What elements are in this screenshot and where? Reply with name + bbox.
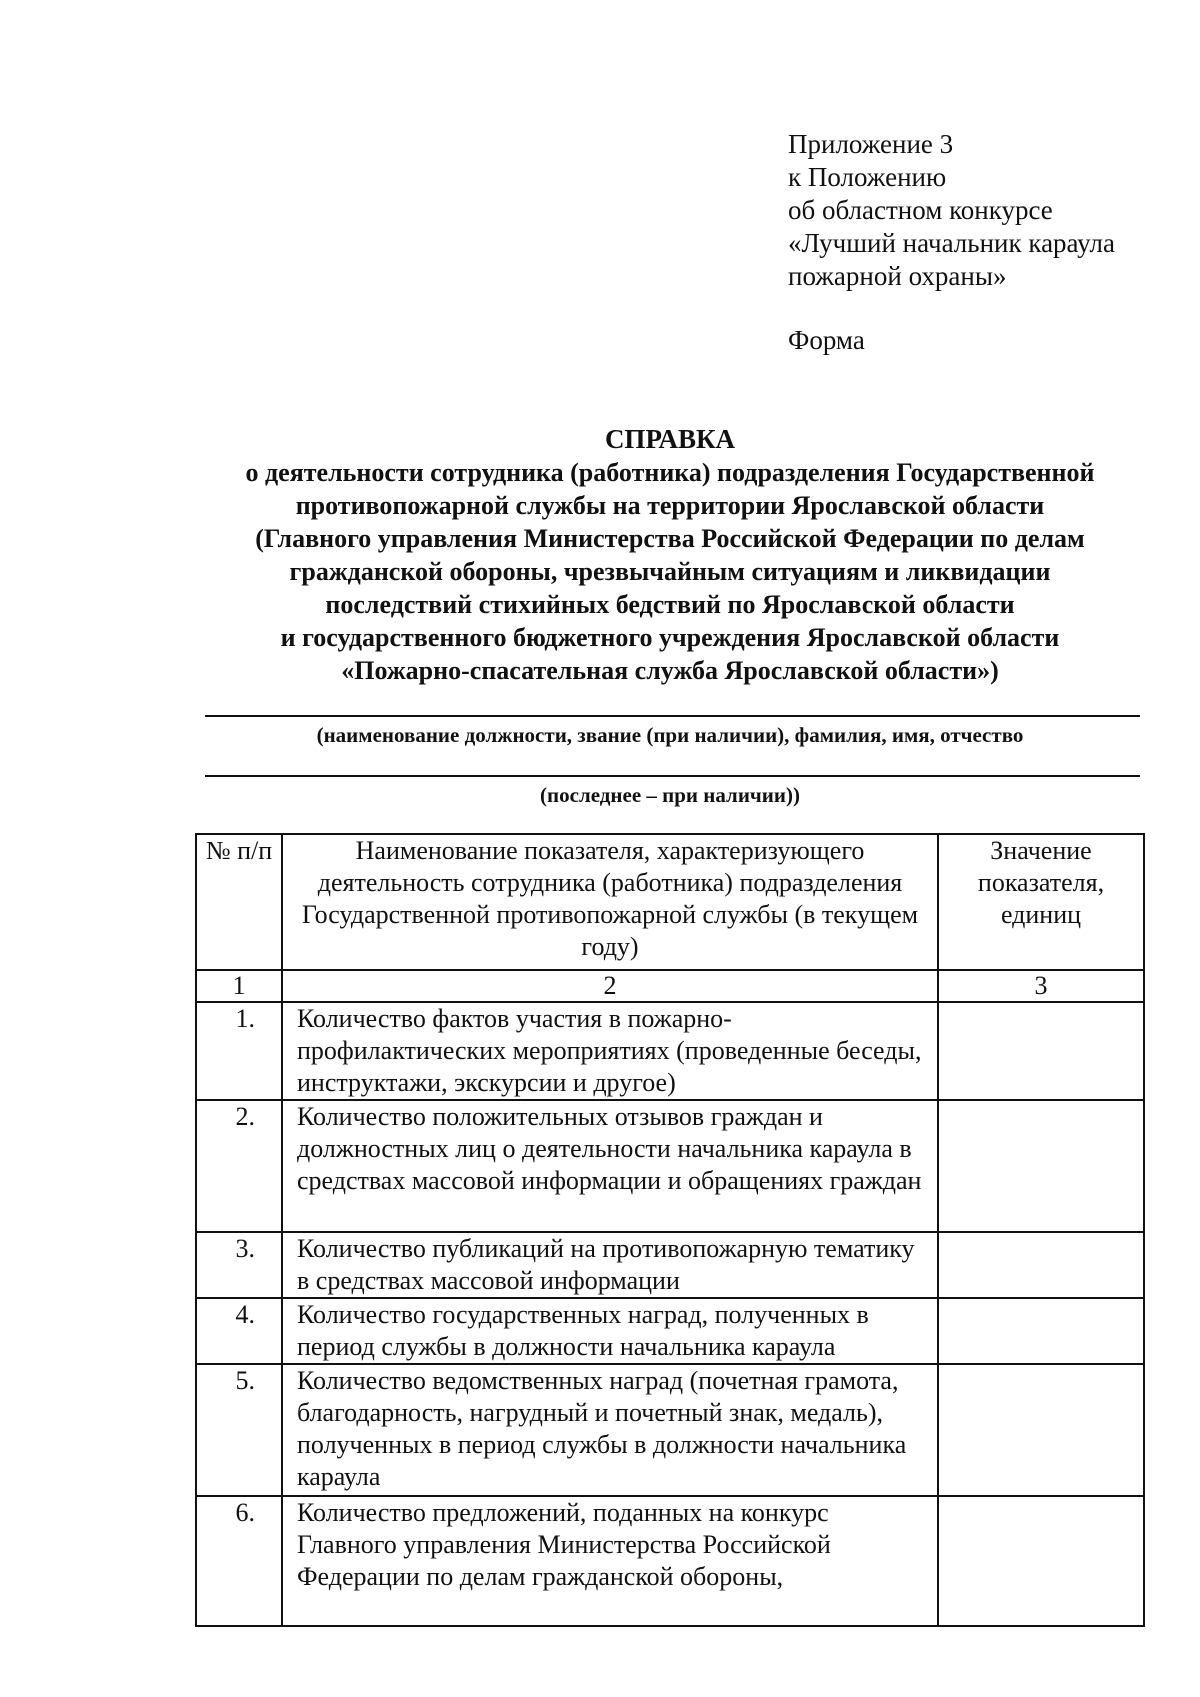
fill-in-line-1[interactable]: [205, 715, 1140, 717]
title-line: «Пожарно-спасательная служба Ярославской области»): [341, 656, 999, 685]
document-title: [190, 423, 1150, 687]
row-value-cell[interactable]: [938, 1232, 1144, 1298]
table-row: [196, 1298, 1144, 1364]
row-number: 2.: [196, 1100, 282, 1232]
row-indicator: Количество предложений, поданных на конкурс Главного управления Министерства Российской Федерации по делам гражданской обороны,: [282, 1496, 938, 1626]
table-header-row: [196, 834, 1144, 970]
appendix-line: об областном конкурсе: [788, 195, 1053, 225]
title-line: гражданской обороны, чрезвычайным ситуациям и ликвидации: [289, 557, 1051, 586]
row-indicator: Количество государственных наград, полученных в период службы в должности начальника караула: [282, 1298, 938, 1364]
row-indicator: Количество фактов участия в пожарно-профилактических мероприятиях (проведенные беседы, инструктажи, экскурсии и другое): [282, 1002, 938, 1100]
indicators-table: [195, 833, 1145, 1627]
row-number: 3.: [196, 1232, 282, 1298]
row-indicator: Количество ведомственных наград (почетная грамота, благодарность, нагрудный и почетный знак, медаль), полученных в период службы в должности начальника караула: [282, 1364, 938, 1496]
fill-caption-2: (последнее – при наличии)): [540, 783, 800, 807]
table-row: [196, 1364, 1144, 1496]
table-row: [196, 1232, 1144, 1298]
row-number: 4.: [196, 1298, 282, 1364]
title-line: последствий стихийных бедствий по Ярославской области: [325, 590, 1015, 619]
row-number: 1.: [196, 1002, 282, 1100]
row-value-cell[interactable]: [938, 1298, 1144, 1364]
row-value-cell[interactable]: [938, 1002, 1144, 1100]
appendix-line: «Лучший начальник караула: [788, 228, 1115, 258]
appendix-block: [788, 128, 1115, 293]
header-number: № п/п: [196, 834, 282, 970]
table-row: [196, 1496, 1144, 1626]
header-indicator: Наименование показателя, характеризующего деятельность сотрудника (работника) подразделения Государственной противопожарной службы (в текущем году): [282, 834, 938, 970]
table-row: [196, 1100, 1144, 1232]
row-value-cell[interactable]: [938, 1100, 1144, 1232]
row-indicator: Количество публикаций на противопожарную тематику в средствах массовой информации: [282, 1232, 938, 1298]
row-value-cell[interactable]: [938, 1364, 1144, 1496]
row-value-cell[interactable]: [938, 1496, 1144, 1626]
column-numbers-row: [196, 970, 1144, 1002]
appendix-line: пожарной охраны»: [788, 261, 1007, 291]
header-value: Значение показателя, единиц: [938, 834, 1144, 970]
title-line: противопожарной службы на территории Ярославской области: [295, 491, 1045, 520]
column-number: 2: [282, 970, 938, 1002]
column-number: 3: [938, 970, 1144, 1002]
title-line: о деятельности сотрудника (работника) подразделения Государственной: [245, 458, 1095, 487]
title-heading: СПРАВКА: [604, 424, 736, 454]
title-line: (Главного управления Министерства Российской Федерации по делам: [255, 524, 1085, 553]
row-number: 6.: [196, 1496, 282, 1626]
form-label: Форма: [788, 325, 865, 355]
row-indicator: Количество положительных отзывов граждан и должностных лиц о деятельности начальника караула в средствах массовой информации и обращениях граждан: [282, 1100, 938, 1232]
fill-caption-1: (наименование должности, звание (при наличии), фамилия, имя, отчество: [316, 723, 1024, 747]
appendix-line: Приложение 3: [788, 129, 954, 159]
row-number: 5.: [196, 1364, 282, 1496]
column-number: 1: [196, 970, 282, 1002]
table-row: [196, 1002, 1144, 1100]
fill-in-line-2[interactable]: [205, 775, 1140, 777]
title-line: и государственного бюджетного учреждения Ярославской области: [280, 623, 1060, 652]
appendix-line: к Положению: [788, 162, 947, 192]
